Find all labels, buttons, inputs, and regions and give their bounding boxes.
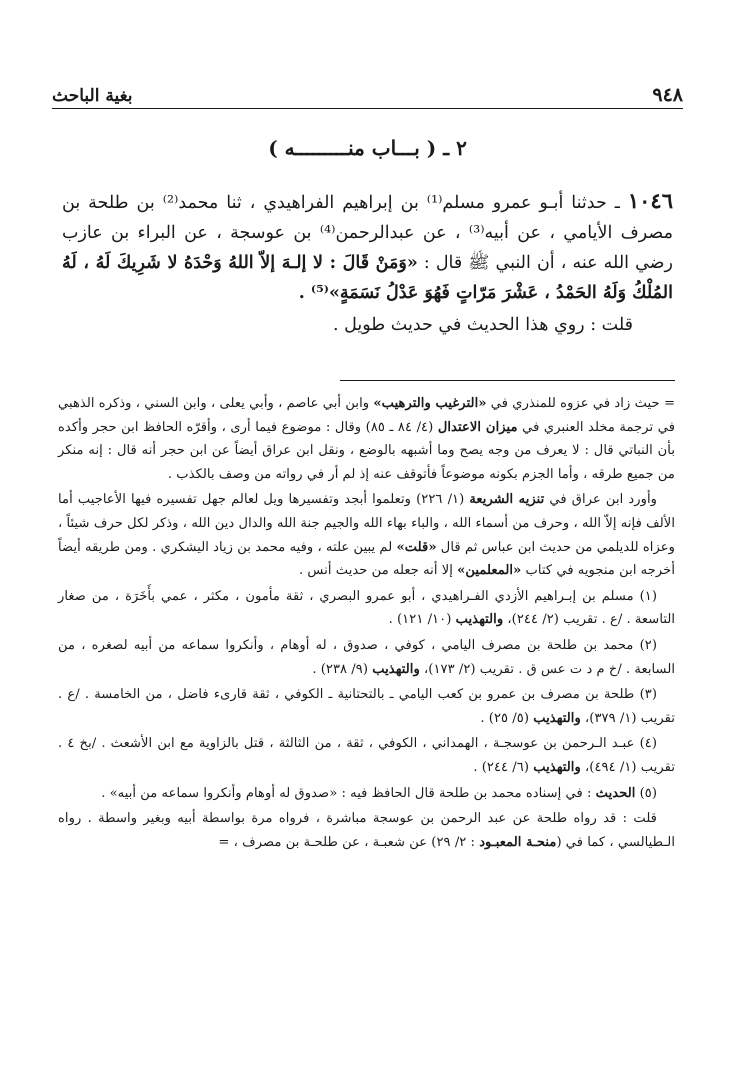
- footnote-4: (٤) عبـد الـرحمن بن عوسجـة ، الهمداني ، الكوفي ، ثقة ، من الثالثة ، قتل بالزاوية مع ابن الأشعث . /بخ ٤ . تقريب (١/ ٤٩٤)، والتهذيب (٦/ ٢٤٤) .: [58, 736, 675, 775]
- hadith-dash: ـ: [606, 193, 628, 213]
- source-title: «الترغيب والترهيب»: [373, 396, 487, 411]
- header-rule: [52, 108, 683, 109]
- footnote-3: (٣) طلحة بن مصرف بن عمرو بن كعب اليامي ـ بالتحتانية ـ الكوفي ، ثقة قارىء فاضل ، من الخامسة . /ع . تقريب (١/ ٣٧٩)، والتهذيب (٥/ ٢٥) .: [58, 687, 675, 726]
- main-text: [62, 186, 673, 340]
- source-title: ميزان الاعتدال: [437, 419, 518, 435]
- page-number: ٩٤٨: [652, 84, 683, 106]
- chapter-heading: [0, 136, 735, 160]
- footnote-divider: [340, 380, 675, 381]
- running-title: بغية الباحث: [52, 86, 133, 106]
- source-title: «المعلمين»: [457, 563, 522, 579]
- page-header: [52, 80, 683, 106]
- hadith-chain: حدثنا أبـو عمرو مسلم⁽¹⁾ بن إبراهيم الفراهيدي ، ثنا محمد⁽²⁾ بن طلحة بن مصرف الأيامي ، عن أبيه⁽³⁾ ، عن عبدالرحمن⁽⁴⁾ بن عوسجة ، عن البراء بن عازب رضي الله عنه ، أن النبي ﷺ قال :: [62, 193, 673, 273]
- footnotes: [58, 392, 675, 856]
- source-title: منحـة المعبـود: [479, 834, 557, 850]
- footnote-paragraph: وأورد ابن عراق في تنزيه الشريعة (١/ ٢٢٦) وتعلموا أبجد وتفسيرها ويل لعالم جهل تفسيره فيها الأعاجيب أما الألف فإنه إلاّ الله ، وحرف من أسماء الله ، والباء بهاء الله والجيم جنة الله والدال دين الله ، وذكر لكل حرف شيئاً ، وعزاه للديلمي من حديث ابن عباس ثم قال «قلت» لم يبين علته ، وفيه محمد بن زياد اليشكري . ومن طريقه أيضاً أخرجه ابن منجويه في كتاب «المعلمين» إلا أنه جعله من حديث أنس .: [58, 492, 675, 579]
- footnote-qult: قلت : قد رواه طلحة عن عبد الرحمن بن عوسجة مباشرة ، فرواه مرة بواسطة أبيه وبغير واسطة . رواه الـطيالسي ، كما في (منحـة المعبـود : ٢/ ٢٩) عن شعبـة ، عن طلحـة بن مصرف ، =: [58, 811, 675, 850]
- source-title: تنزيه الشريعة: [469, 492, 545, 508]
- footnote-2: (٢) محمد بن طلحة بن مصرف اليامي ، كوفي ، صدوق ، له أوهام ، وأنكروا سماعه من أبيه لصغره ، من السابعة . /خ م د ت عس ق . تقريب (٢/ ١٧٣)، والتهذيب (٩/ ٢٣٨) .: [58, 637, 675, 677]
- footnote-5: (٥) الحديث : في إسناده محمد بن طلحة قال الحافظ فيه : «صدوق له أوهام وأنكروا سماعه من أبيه» .: [101, 785, 657, 801]
- hadith-number: ١٠٤٦: [627, 188, 673, 213]
- footnote-1: (١) مسلم بن إبـراهيم الأزدي الفـراهيدي ، أبو عمرو البصري ، ثقة مأمون ، مكثر ، عمي بأَخَرَة ، من صغار التاسعة . /ع . تقريب (٢/ ٢٤٤)، والتهذيب (١٠/ ١٢١) .: [58, 588, 675, 628]
- source-title: «قلت»: [396, 539, 437, 555]
- qult-note: قلت : روي هذا الحديث في حديث طويل .: [332, 315, 633, 335]
- hadith-quote: «وَمَنْ قَالَ : لا إلـهَ إلاّ اللهُ وَحْدَهُ لا شَرِيكَ لَهُ ، لَهُ المُلْكُ وَلَهُ الحَمْدُ ، عَشْرَ مَرّاتٍ فَهُوَ عَدْلُ نَسَمَةٍ»⁽⁵⁾ .: [62, 253, 673, 303]
- hadith-paragraph: [62, 186, 673, 308]
- chapter-heading-text: ٢ ـ ( بـــاب منـــــــــه ): [268, 136, 467, 160]
- footnote-continuation: = حيث زاد في عزوه للمنذري في «الترغيب والترهيب» وابن أبي عاصم ، وأبي يعلى ، وابن السني ، وذكره الذهبي في ترجمة مخلد العنبري في ميزان الاعتدال (٤/ ٨٤ ـ ٨٥) وقال : موضوع فيما أرى ، وأقرّه الحافظ ابن حجر وأكده بأن النباتي قال : لا يعرف من وجه يصح وما أشبهه بالوضع ، ونقل ابن عراق أيضاً عن ابن حجر أنه قال : إنه منكر من جميع طرقه ، وأما الجزم بكونه موضوعاً فأتوقف عنه إذ لم أر في رواته من وصف بالكذب .: [58, 396, 676, 482]
